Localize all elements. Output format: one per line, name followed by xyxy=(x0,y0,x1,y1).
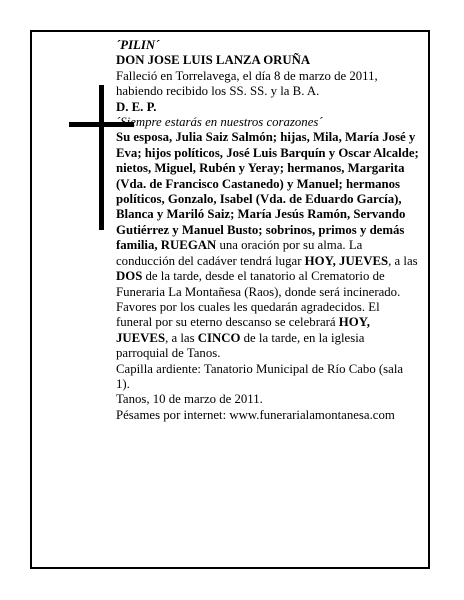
hour-1: DOS xyxy=(116,269,143,284)
nickname: ´PILIN´ xyxy=(116,38,160,52)
text-3: de la tarde, desde el tanatorio al Crematorio de Funeraria La Montañesa (Raos), donde será incinerado. Favores por los cuales les quedarán agradecidos. El funeral por su eterno descanso se celebrará xyxy=(116,269,401,330)
prayer-text: una oración por su alma. La conducción del cadáver tendrá lugar xyxy=(116,238,363,268)
text-4: , a las xyxy=(165,330,198,345)
obituary-text xyxy=(116,38,419,423)
text-2: , a las xyxy=(388,253,418,268)
cross-icon xyxy=(99,85,104,230)
main-paragraph xyxy=(116,130,419,361)
dep-line: D. E. P. xyxy=(116,99,157,114)
death-notice: Falleció en Torrelavega, el día 8 de marzo de 2011, habiendo recibido los SS. SS. y la B. A. xyxy=(116,68,378,99)
ruegan: RUEGAN xyxy=(160,238,217,253)
quote: ´Siempre estarás en nuestros corazones´ xyxy=(116,115,323,130)
chapel-line: Capilla ardiente: Tanatorio Municipal de Río Cabo (sala 1). xyxy=(116,361,404,391)
family-list: Su esposa, Julia Saiz Salmón; hijas, Mila, María José y Eva; hijos políticos, José Luis Barquín y Oscar Alcalde; nietos, Miguel, Rubén y Yeray; hermanos, Margarita (Vda. de Francisco Castanedo) y Manuel; hermanos políticos, Gonzalo, Isabel (Vda. de Eduardo García), Blanca y Mariló Saiz; María Jesús Ramón, Servando Gutiérrez y Manuel Busto; sobrinos, primos y demás familia, xyxy=(116,130,419,253)
condolences-line: Pésames por internet: www.funerarialamontanesa.com xyxy=(116,407,395,422)
text-5: de la tarde, en la iglesia parroquial de Tanos. xyxy=(116,330,365,361)
day-2: HOY, JUEVES xyxy=(116,315,370,345)
date-line: Tanos, 10 de marzo de 2011. xyxy=(116,392,263,407)
day-1: HOY, JUEVES xyxy=(304,253,389,268)
deceased-name: DON JOSE LUIS LANZA ORUÑA xyxy=(116,53,311,68)
hour-2: CINCO xyxy=(197,330,241,345)
